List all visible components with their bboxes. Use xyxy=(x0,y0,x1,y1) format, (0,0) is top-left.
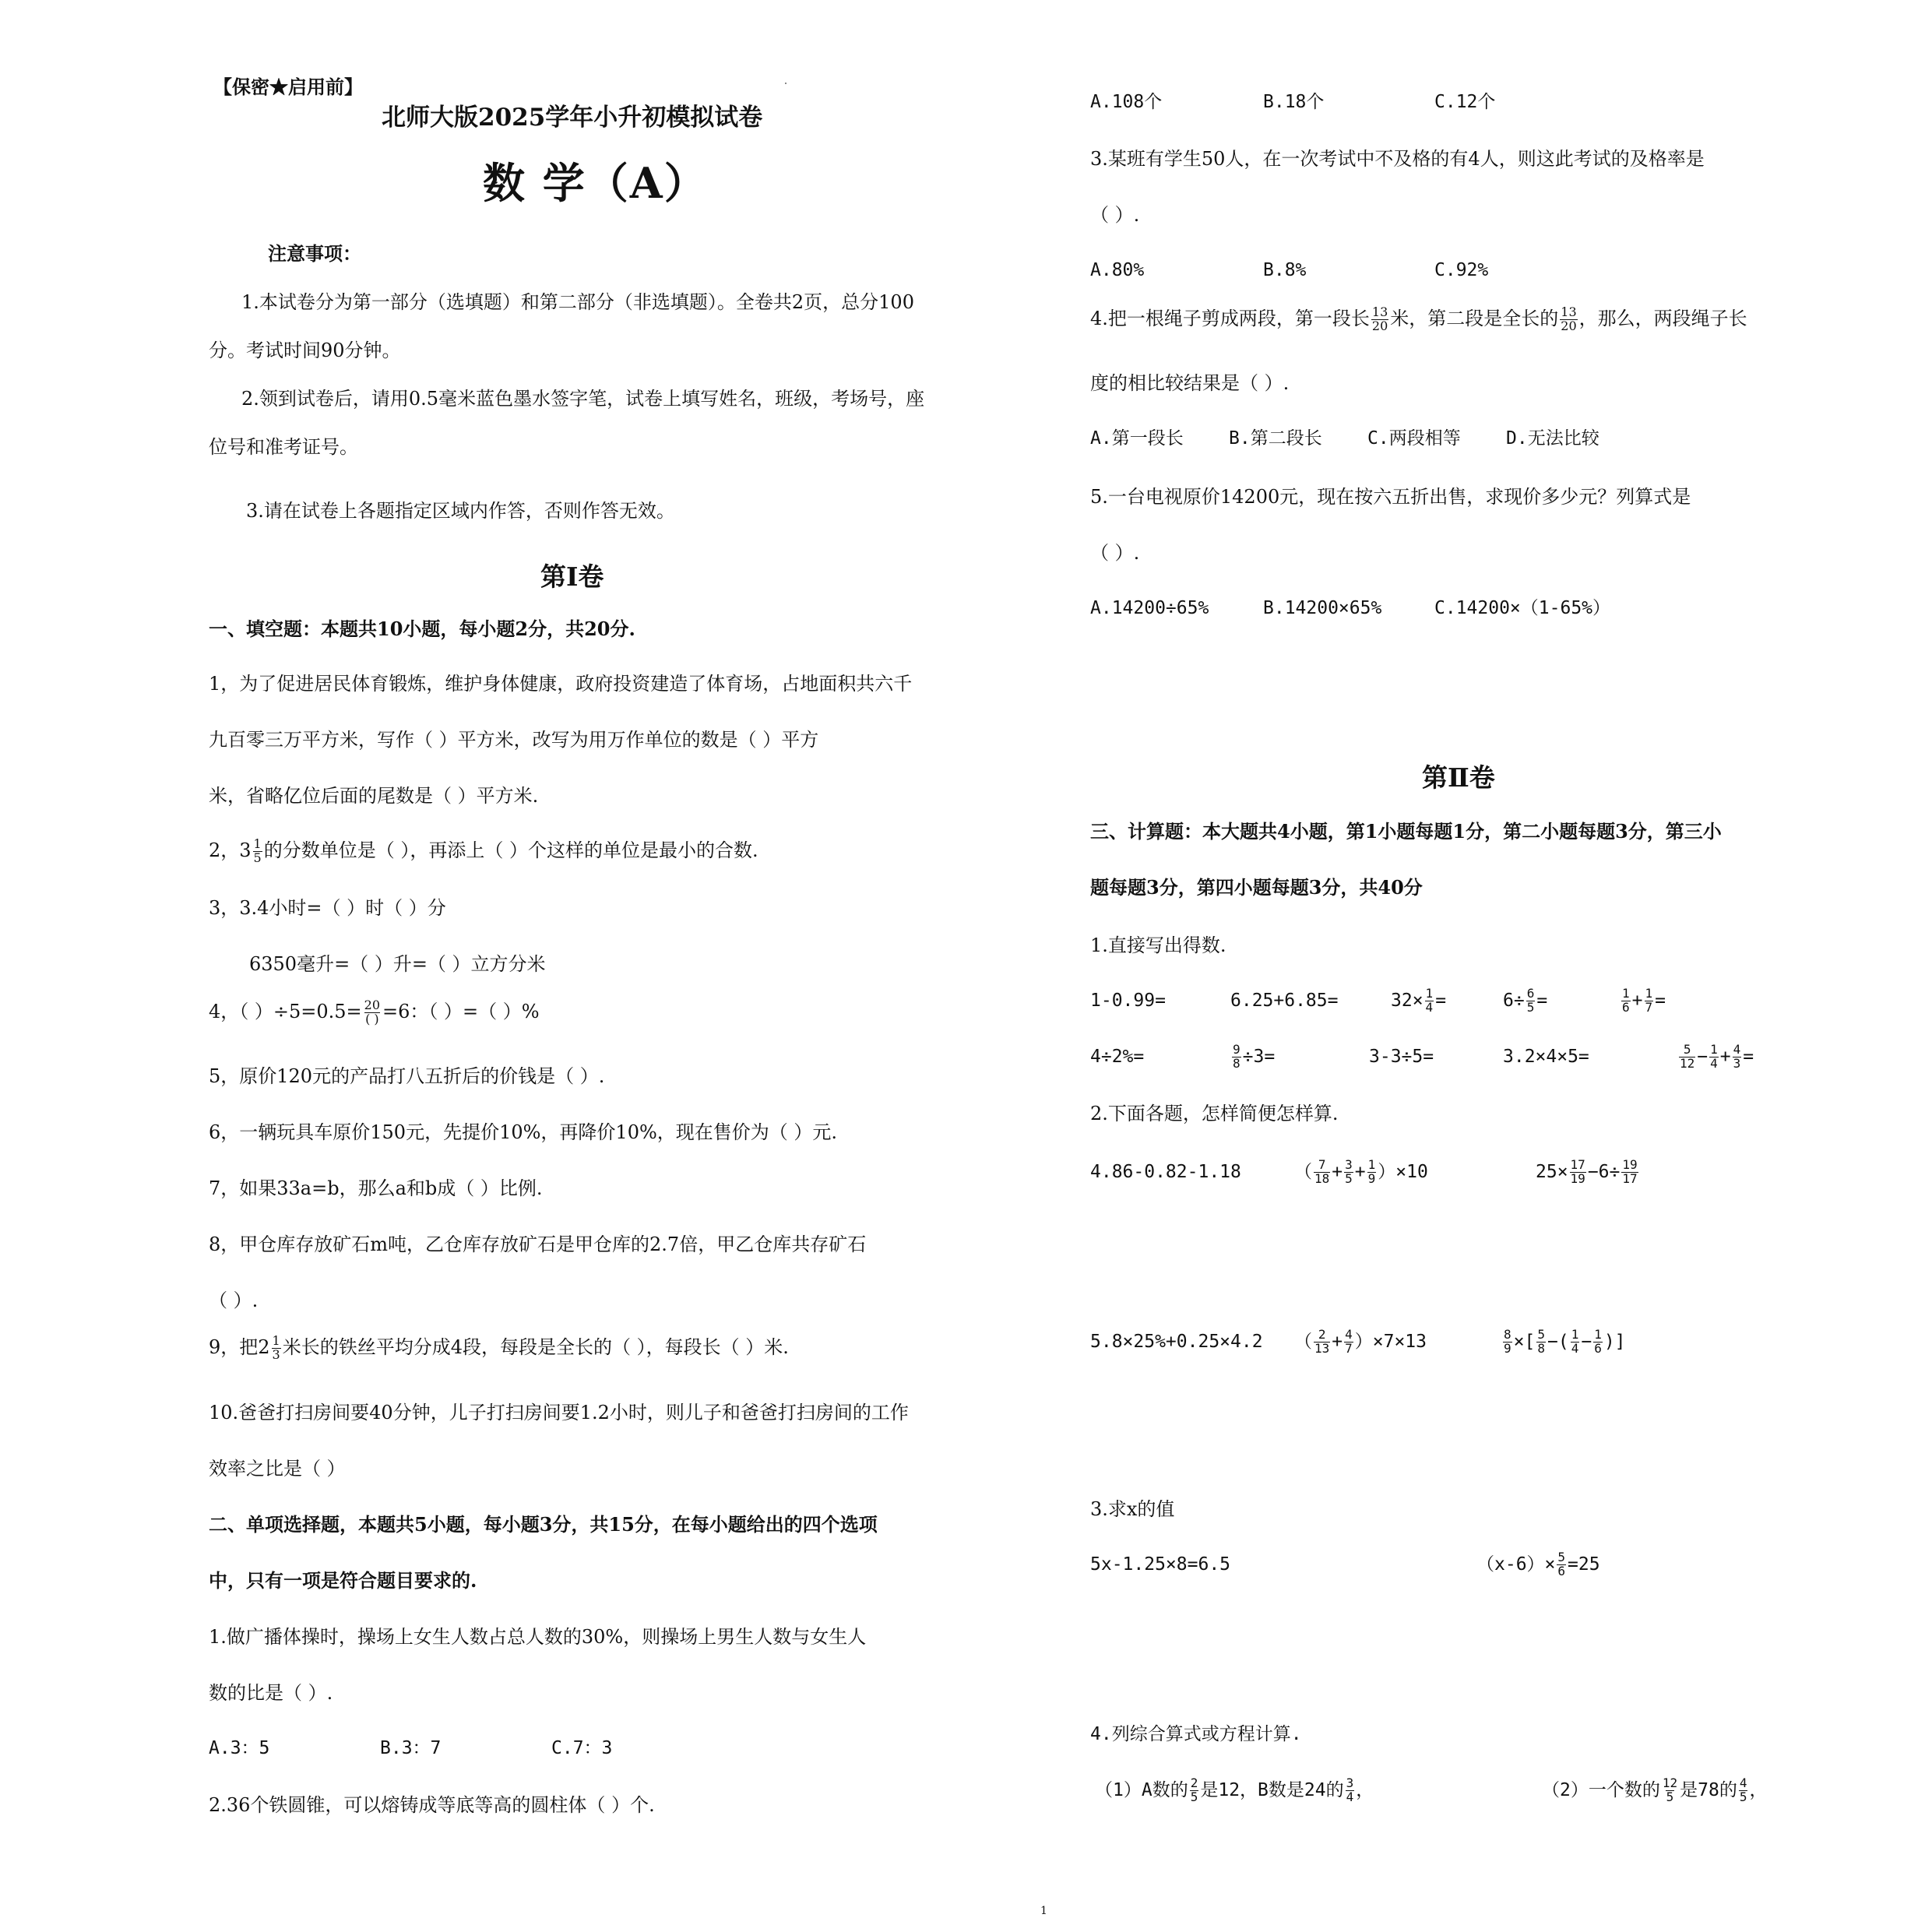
denominator: 5 xyxy=(1190,1789,1198,1804)
calc-1-4 xyxy=(1503,983,1547,1019)
numerator: 2 xyxy=(1318,1327,1326,1343)
choice-q4-option-d: D.无法比较 xyxy=(1506,428,1599,449)
denominator: 5 xyxy=(1526,1000,1535,1015)
fraction xyxy=(1503,1328,1512,1356)
numerator: 9 xyxy=(1233,1042,1240,1057)
denominator: 5 xyxy=(1345,1171,1353,1186)
section-2-heading-line-1: 二、单项选择题，本题共5小题，每小题3分，共15分，在每小题给出的四个选项 xyxy=(209,1513,878,1536)
choice-q4-line-1 xyxy=(1090,301,1747,336)
fraction xyxy=(1526,987,1536,1015)
bracket: （ xyxy=(1294,1162,1312,1182)
denominator: 4 xyxy=(1571,1341,1579,1356)
section-1-heading: 一、填空题：本题共10小题，每小题2分，共20分. xyxy=(209,618,635,640)
note-1-line-1: 1.本试卷分为第一部分（选填题）和第二部分（非选填题）。全卷共2页，总分100 xyxy=(241,291,914,313)
fraction xyxy=(1621,987,1631,1015)
numerator: 2 xyxy=(1190,1775,1198,1791)
numerator: 1 xyxy=(253,836,262,852)
denominator: 3 xyxy=(1733,1056,1741,1071)
operator: + xyxy=(1719,1047,1731,1067)
numerator: 7 xyxy=(1318,1157,1326,1173)
fill-q7: 7，如果33a=b，那么a和b成（ ）比例. xyxy=(209,1177,543,1199)
denominator: 8 xyxy=(1233,1056,1240,1071)
fraction xyxy=(1344,1328,1353,1356)
numerator: 13 xyxy=(1561,304,1577,320)
fraction xyxy=(1314,1328,1330,1356)
choice-q3-option-c: C.92% xyxy=(1434,260,1489,280)
choice-q4-option-b: B.第二段长 xyxy=(1229,428,1322,449)
fill-q2-text: 的分数单位是（ ），再添上（ ）个这样的单位是最小的合数. xyxy=(263,839,758,861)
calc-2-5 xyxy=(1677,1039,1754,1075)
expr-text: （x-6）× xyxy=(1476,1554,1556,1575)
expr-text: 25× xyxy=(1536,1162,1568,1182)
expr-text: ）×10 xyxy=(1378,1162,1428,1182)
choice-q5-line-2: （ ）. xyxy=(1090,542,1140,564)
denominator: 5 xyxy=(1739,1789,1747,1804)
expr-text: （2）一个数的 xyxy=(1542,1780,1660,1800)
fill-q1-line-1: 1，为了促进居民体育锻炼，维护身体健康，政府投资建造了体育场，占地面积共六千 xyxy=(209,673,913,695)
fraction xyxy=(1593,1328,1603,1356)
fraction-one-fifth xyxy=(253,838,262,865)
numerator: 1 xyxy=(1594,1327,1602,1343)
denominator: 7 xyxy=(1645,1000,1653,1015)
numerator: 8 xyxy=(1504,1327,1511,1343)
numerator: 1 xyxy=(272,1333,280,1349)
equation-1: 5x-1.25×8=6.5 xyxy=(1090,1554,1231,1575)
denominator: 5 xyxy=(1666,1789,1674,1804)
expr-text: ÷3= xyxy=(1242,1047,1276,1067)
denominator: 17 xyxy=(1622,1171,1638,1186)
expr-text: （1）A数的 xyxy=(1095,1780,1188,1800)
simplify-2 xyxy=(1294,1154,1428,1190)
numerator: 1 xyxy=(1571,1327,1579,1343)
calc-1-2: 6.25+6.85= xyxy=(1230,991,1339,1011)
fill-q8-line-2: （ ）. xyxy=(209,1290,259,1311)
fraction xyxy=(1536,1328,1546,1356)
operator: + xyxy=(1631,991,1643,1011)
denominator: 8 xyxy=(1537,1341,1545,1356)
expr-text: = xyxy=(1743,1047,1754,1067)
numerator: 3 xyxy=(1346,1775,1354,1791)
numerator: 5 xyxy=(1557,1550,1566,1565)
choice-q1-option-c: C.7：3 xyxy=(551,1738,613,1758)
numerator: 5 xyxy=(1537,1327,1545,1343)
fraction xyxy=(1679,1043,1695,1071)
calc-part-2-title: 2.下面各题，怎样简便怎样算. xyxy=(1090,1103,1339,1124)
fraction xyxy=(1645,987,1654,1015)
fill-q4 xyxy=(209,994,540,1029)
note-3: 3.请在试卷上各题指定区域内作答，否则作答无效。 xyxy=(246,500,675,522)
denominator: 4 xyxy=(1425,1000,1434,1015)
subject-title: 数 学（A） xyxy=(483,158,708,208)
expr-text: 32× xyxy=(1391,991,1423,1011)
fill-q10-line-1: 10.爸爸打扫房间要40分钟，儿子打扫房间要1.2小时，则儿子和爸爸打扫房间的工作 xyxy=(209,1402,909,1423)
fill-q3-line-1: 3，3.4小时=（ ）时（ ）分 xyxy=(209,897,446,919)
expr-text: = xyxy=(1435,991,1447,1011)
confidential-label: 【保密★启用前】 xyxy=(213,76,363,98)
expr-text: ×[ xyxy=(1513,1332,1536,1352)
calc-1-5 xyxy=(1620,983,1666,1019)
numerator: 4 xyxy=(1739,1775,1747,1791)
fraction xyxy=(1733,1043,1742,1071)
fraction xyxy=(1367,1159,1377,1186)
expr-text: )] xyxy=(1603,1332,1626,1352)
choice-q4-option-c: C.两段相等 xyxy=(1367,428,1461,449)
denominator: 5 xyxy=(253,850,262,865)
fill-q5: 5，原价120元的产品打八五折后的价钱是（ ）. xyxy=(209,1065,605,1087)
numerator: 17 xyxy=(1570,1157,1585,1173)
expr-text: 6÷ xyxy=(1503,991,1525,1011)
fill-q2 xyxy=(209,833,758,867)
calc-2-3: 3-3÷5= xyxy=(1369,1047,1434,1067)
note-1-line-2: 分。考试时间90分钟。 xyxy=(209,340,401,361)
section-3-heading-line-1: 三、计算题：本大题共4小题，第1小题每题1分，第二小题每题3分，第三小 xyxy=(1090,820,1722,843)
fraction xyxy=(1662,1777,1678,1804)
fill-q8-line-1: 8，甲仓库存放矿石m吨，乙仓库存放矿石是甲仓库的2.7倍，甲乙仓库共存矿石 xyxy=(209,1233,867,1255)
numerator: 5 xyxy=(1683,1042,1691,1057)
expr-text: 是12，B数是24的 xyxy=(1200,1780,1344,1800)
expr-text: = xyxy=(1536,991,1548,1011)
fill-q9 xyxy=(209,1330,789,1364)
choice-q2-option-b: B.18个 xyxy=(1263,92,1325,112)
fraction-one-third xyxy=(272,1335,281,1362)
fraction xyxy=(1570,1159,1586,1186)
expr-text: = xyxy=(1655,991,1666,1011)
fill-q6: 6，一辆玩具车原价150元，先提价10%，再降价10%，现在售价为（ ）元. xyxy=(209,1121,838,1143)
notes-heading: 注意事项： xyxy=(268,242,361,265)
fill-q9-text: 米长的铁丝平均分成4段，每段是全长的（ ），每段长（ ）米. xyxy=(282,1336,789,1358)
fraction xyxy=(1571,1328,1580,1356)
numerator: 6 xyxy=(1526,986,1535,1001)
choice-q4-middle: 米，第二段是全长的 xyxy=(1390,308,1559,329)
expr-text: ）×7×13 xyxy=(1354,1332,1427,1352)
denominator: 18 xyxy=(1314,1171,1330,1186)
denominator: 6 xyxy=(1622,1000,1630,1015)
expr-text: ， xyxy=(1356,1780,1374,1800)
operator: + xyxy=(1354,1162,1366,1182)
choice-q4-line-2: 度的相比较结果是（ ）. xyxy=(1090,372,1290,394)
fraction xyxy=(1314,1159,1330,1186)
numerator: 1 xyxy=(1425,986,1434,1001)
fraction-twenty-over-blank xyxy=(364,999,381,1026)
simplify-3 xyxy=(1536,1154,1640,1190)
choice-q1-option-b: B.3：7 xyxy=(380,1738,442,1758)
calc-1-3 xyxy=(1391,983,1446,1019)
simplify-6 xyxy=(1501,1324,1626,1360)
expr-text: 是78的 xyxy=(1680,1780,1737,1800)
fill-q10-line-2: 效率之比是（ ） xyxy=(209,1458,346,1480)
denominator: 20 xyxy=(1561,318,1577,333)
choice-q2-option-c: C.12个 xyxy=(1434,92,1496,112)
fraction-13-20 xyxy=(1371,306,1388,333)
numerator: 20 xyxy=(364,998,381,1013)
choice-q3-option-b: B.8% xyxy=(1263,260,1307,280)
operator: − xyxy=(1697,1047,1709,1067)
fraction xyxy=(1621,1159,1638,1186)
choice-q3-line-2: （ ）. xyxy=(1090,204,1140,226)
volume-1-title: 第Ⅰ卷 xyxy=(540,561,604,592)
equation-2 xyxy=(1476,1547,1600,1582)
section-3-heading-line-2: 题每题3分，第四小题每题3分，共40分 xyxy=(1090,876,1423,899)
calc-2-1: 4÷2%= xyxy=(1090,1047,1145,1067)
note-2-line-1: 2.领到试卷后，请用0.5毫米蓝色墨水签字笔，试卷上填写姓名，班级，考场号，座 xyxy=(241,388,925,410)
denominator: 7 xyxy=(1345,1341,1353,1356)
denominator: 4 xyxy=(1710,1056,1718,1071)
denominator: 9 xyxy=(1367,1171,1376,1186)
calc-part-3-title: 3.求x的值 xyxy=(1090,1498,1175,1520)
volume-2-title: 第Ⅱ卷 xyxy=(1422,762,1495,793)
denominator: 20 xyxy=(1371,318,1388,333)
scan-speck xyxy=(785,83,787,84)
expr-text: =25 xyxy=(1568,1554,1600,1575)
numerator: 1 xyxy=(1710,1042,1718,1057)
numerator: 19 xyxy=(1622,1157,1638,1173)
fill-q9-prefix: 9，把2 xyxy=(209,1336,270,1358)
expr-text: ， xyxy=(1749,1780,1768,1800)
operator: − xyxy=(1581,1332,1592,1352)
bracket: （ xyxy=(1294,1332,1312,1352)
fill-q1-line-2: 九百零三万平方米，写作（ ）平方米，改写为用万作单位的数是（ ）平方 xyxy=(209,729,819,751)
fraction xyxy=(1344,1159,1353,1186)
calc-1-1: 1-0.99= xyxy=(1090,991,1166,1011)
choice-q5-option-b: B.14200×65% xyxy=(1263,598,1382,618)
choice-q4-suffix: ，那么，两段绳子长 xyxy=(1578,308,1747,329)
choice-q5-option-a: A.14200÷65% xyxy=(1090,598,1209,618)
denominator: 9 xyxy=(1504,1341,1511,1356)
calc-part-1-title: 1.直接写出得数. xyxy=(1090,934,1226,956)
denominator: 6 xyxy=(1557,1564,1566,1578)
choice-q4-prefix: 4.把一根绳子剪成两段，第一段长 xyxy=(1090,308,1370,329)
numerator: 3 xyxy=(1345,1157,1353,1173)
choice-q3-option-a: A.80% xyxy=(1090,260,1145,280)
fraction xyxy=(1232,1043,1241,1071)
choice-q2-option-a: A.108个 xyxy=(1090,92,1163,112)
choice-q5-option-c: C.14200×（1-65%） xyxy=(1434,598,1611,618)
denominator: 3 xyxy=(272,1347,280,1362)
choice-q1-line-1: 1.做广播体操时，操场上女生人数占总人数的30%，则操场上男生人数与女生人 xyxy=(209,1626,867,1648)
numerator: 1 xyxy=(1645,986,1653,1001)
choice-q1-line-2: 数的比是（ ）. xyxy=(209,1682,333,1704)
operator: + xyxy=(1332,1332,1343,1352)
denominator: 13 xyxy=(1314,1341,1330,1356)
denominator: 12 xyxy=(1680,1056,1695,1071)
fraction xyxy=(1739,1777,1748,1804)
calc-part-4-title: 4.列综合算式或方程计算. xyxy=(1090,1724,1302,1744)
choice-q3-line-1: 3.某班有学生50人，在一次考试中不及格的有4人，则这此考试的及格率是 xyxy=(1090,148,1705,170)
numerator: 12 xyxy=(1662,1775,1678,1791)
denominator: 6 xyxy=(1594,1341,1602,1356)
fill-q4-text: =6：（ ）=（ ）% xyxy=(382,1001,540,1022)
expr-text: −6÷ xyxy=(1587,1162,1621,1182)
operator: + xyxy=(1332,1162,1343,1182)
numerator: 1 xyxy=(1367,1157,1376,1173)
choice-q4-option-a: A.第一段长 xyxy=(1090,428,1184,449)
fraction xyxy=(1346,1777,1355,1804)
note-2-line-2: 位号和准考证号。 xyxy=(209,436,358,458)
numerator: 13 xyxy=(1371,304,1388,320)
fill-q1-line-3: 米，省略亿位后面的尾数是（ ）平方米. xyxy=(209,785,539,807)
numerator: 1 xyxy=(1622,986,1630,1001)
fraction xyxy=(1557,1551,1566,1578)
choice-q1-option-a: A.3：5 xyxy=(209,1738,270,1758)
fraction-13-20-second xyxy=(1560,306,1577,333)
fraction xyxy=(1190,1777,1199,1804)
fill-q3-line-2: 6350毫升=（ ）升=（ ）立方分米 xyxy=(249,953,546,975)
fraction xyxy=(1709,1043,1719,1071)
fraction xyxy=(1425,987,1434,1015)
page-number: 1 xyxy=(1040,1905,1047,1917)
simplify-4: 5.8×25%+0.25×4.2 xyxy=(1090,1332,1263,1352)
denominator: ( ) xyxy=(365,1012,379,1026)
denominator: 19 xyxy=(1570,1171,1585,1186)
fill-q4-prefix: 4，（ ）÷5=0.5= xyxy=(209,1001,362,1022)
fill-q2-prefix: 2，3 xyxy=(209,839,252,861)
numerator: 4 xyxy=(1733,1042,1741,1057)
numerator: 4 xyxy=(1345,1327,1353,1343)
paper-title: 北师大版2025学年小升初模拟试卷 xyxy=(382,104,763,132)
word-problem-2 xyxy=(1542,1772,1767,1808)
calc-2-2 xyxy=(1230,1039,1275,1075)
simplify-5 xyxy=(1294,1324,1427,1360)
section-2-heading-line-2: 中，只有一项是符合题目要求的. xyxy=(209,1569,477,1592)
word-problem-1 xyxy=(1095,1772,1374,1808)
expr-text: −( xyxy=(1547,1332,1569,1352)
choice-q2: 2.36个铁圆锥，可以熔铸成等底等高的圆柱体（ ）个. xyxy=(209,1794,655,1816)
simplify-1: 4.86-0.82-1.18 xyxy=(1090,1162,1241,1182)
denominator: 4 xyxy=(1346,1789,1354,1804)
choice-q5-line-1: 5.一台电视原价14200元，现在按六五折出售，求现价多少元？列算式是 xyxy=(1090,486,1691,508)
calc-2-4: 3.2×4×5= xyxy=(1503,1047,1589,1067)
